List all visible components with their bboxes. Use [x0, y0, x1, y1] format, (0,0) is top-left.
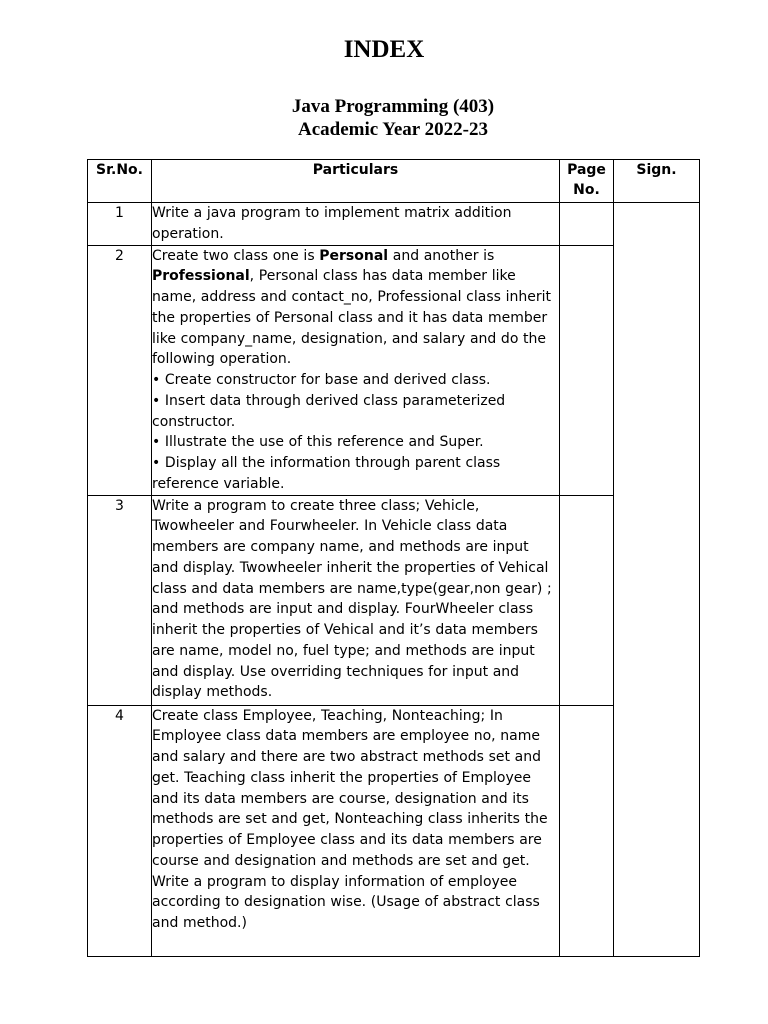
table-row [88, 203, 700, 246]
subject-heading: Java Programming (403) [291, 96, 495, 117]
table-row [88, 705, 700, 956]
bullet-item: • Create constructor for base and derived class. [152, 372, 491, 388]
page-no-cell [560, 203, 614, 246]
particulars-cell [152, 245, 560, 495]
sr-no-cell: 1 [88, 203, 152, 246]
particulars-cell: Write a program to create three class; Vehicle, Twowheeler and Fourwheeler. In Vehicle class data members are company name, and methods are input and display. Twowheeler inherit the properties of Vehical class and data members are name,type(gear,non gear) ; and methods are input and display. FourWheeler class inherit the properties of Vehical and it’s data members are name, model no, fuel type; and methods are input and display. Use overriding techniques for input and display methods. [152, 495, 560, 705]
bullet-item: • Insert data through derived class parameterized constructor. [152, 392, 506, 430]
column-header-page-no: Page No. [560, 160, 614, 203]
bold-class-name: Professional [152, 268, 250, 285]
column-header-particulars: Particulars [152, 160, 560, 203]
bullet-item: • Display all the information through parent class reference variable. [152, 455, 501, 492]
sr-no-cell: 4 [88, 705, 152, 956]
page-title: INDEX [343, 36, 425, 63]
sr-no-cell: 3 [88, 495, 152, 705]
table-header-row [88, 160, 700, 203]
table-row [88, 245, 700, 495]
bold-class-name: Personal [319, 247, 389, 264]
bullet-item: • Illustrate the use of this reference and Super. [152, 434, 484, 451]
column-header-sign: Sign. [614, 160, 700, 203]
sr-no-cell: 2 [88, 245, 152, 495]
column-header-sr-no: Sr.No. [88, 160, 152, 203]
particulars-cell: Write a java program to implement matrix addition operation. [152, 203, 560, 246]
particulars-intro: Create two class one is Personal and another is Professional, Personal class has data member like name, address and contact_no, Professional class inherit the properties of Personal class and it has data member like company_name, designation, and salary and do the following operation. [152, 247, 551, 368]
page-no-cell [560, 705, 614, 956]
academic-year-heading: Academic Year 2022-23 [298, 119, 488, 140]
page-no-cell [560, 245, 614, 495]
sign-cell [614, 203, 700, 957]
particulars-cell: Create class Employee, Teaching, Nonteaching; In Employee class data members are employee no, name and salary and there are two abstract methods set and get. Teaching class inherit the properties of Employee and its data members are course, designation and its methods are set and get, Nonteaching class inherits the properties of Employee class and its data members are course and designation and methods are set and get. Write a program to display information of employee according to designation wise. (Usage of abstract class and method.) [152, 705, 560, 956]
table-row [88, 495, 700, 705]
page-no-cell [560, 495, 614, 705]
index-table [87, 159, 700, 957]
